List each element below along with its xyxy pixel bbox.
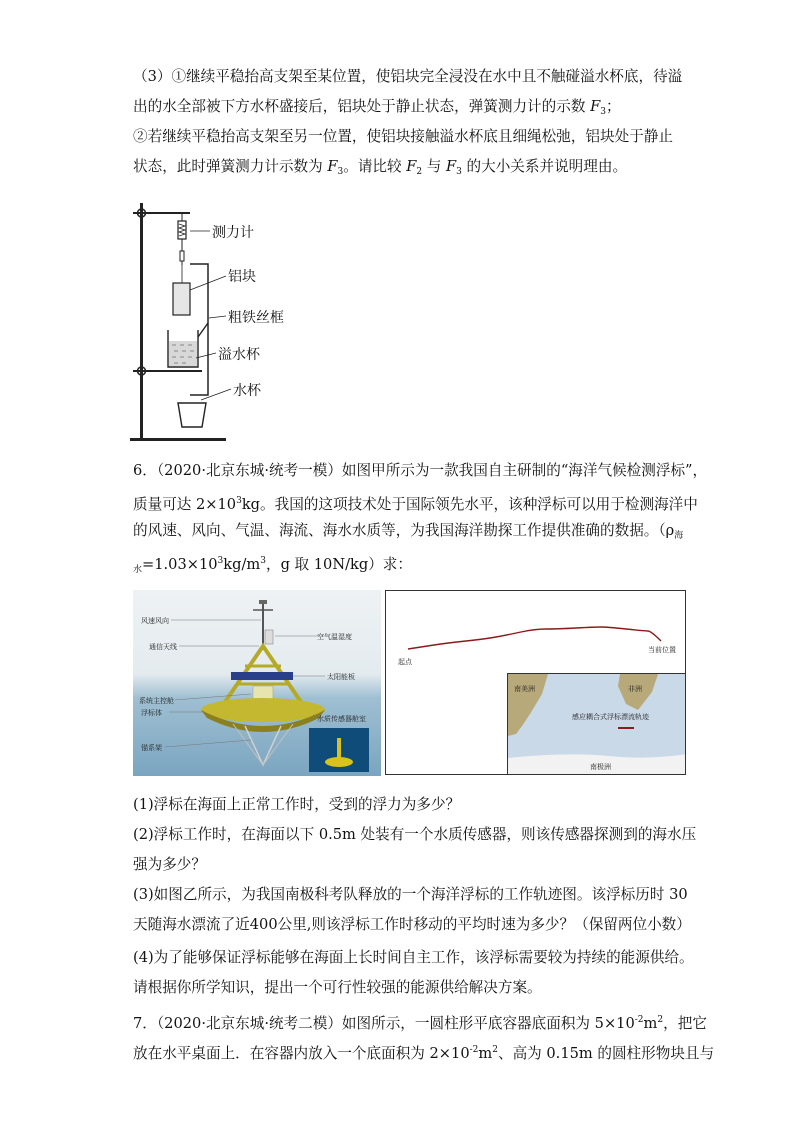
q7-line-2-c: 、高为 0.15m 的圆柱形物块且与: [497, 1045, 715, 1062]
q5-line-1: （3）①继续平稳抬高支架至某位置，使铝块完全浸没在水中且不触碰溢水杯底，待溢: [133, 68, 683, 85]
subscript: 2: [416, 167, 423, 177]
label-gauge: 测力计: [212, 225, 254, 241]
label-leaders: [0, 0, 794, 460]
superscript: 2: [657, 1015, 664, 1025]
inset-map: [507, 673, 686, 775]
photo-label-solar: 太阳能板: [327, 673, 355, 681]
map-label-antarctica: 南极洲: [590, 763, 611, 771]
subscript: 3: [600, 107, 606, 117]
superscript: 3: [236, 496, 242, 506]
photo-label-control: 系统主控舱: [139, 697, 174, 705]
q7-line-1: [133, 1010, 707, 1034]
q6-line-2: [133, 491, 698, 515]
superscript: -2: [634, 1015, 644, 1025]
q5-line-4-text-d: 的大小关系并说明理由。: [461, 158, 628, 175]
q6-line-4: [133, 551, 412, 580]
photo-label-sensor: 水质传感器舱室: [317, 715, 366, 723]
q6-line-3-text: 的风速、风向、气温、海流、海水水质等，为我国海洋勘探工作提供准确的数据。（ρ: [133, 522, 675, 539]
buoy-illustration: [133, 590, 381, 776]
map-label-track: 感应耦合式浮标漂流轨迹: [572, 713, 649, 721]
subscript-sea: 海: [674, 531, 684, 541]
photo-label-body: 浮标体: [141, 709, 162, 717]
q6-sub-2b: 强为多少？: [133, 856, 206, 873]
photo-label-wind: 风速风向: [141, 617, 169, 625]
photo-label-anchor: 锚系架: [141, 744, 162, 752]
q7-line-2: [133, 1040, 714, 1064]
q5-line-4-text-c: 与: [422, 158, 446, 175]
q7-line-2-b: m: [478, 1045, 493, 1062]
q6-sub-2a: (2)浮标工作时，在海面以下 0.5m 处装有一个水质传感器，则该传感器探测到的海水压: [133, 826, 697, 843]
drift-track-map: [385, 590, 686, 775]
q5-line-3: ②若继续平稳抬高支架至另一位置，使铝块接触溢水杯底且细绳松弛，铝块处于静止: [133, 128, 673, 145]
q6-line-2-b: kg。我国的这项技术处于国际领先水平，该种浮标可以用于检测海洋中: [241, 496, 698, 513]
q6-sub-4b: 请根据你所学知识，提出一个可行性较强的能源供给解决方案。: [133, 979, 542, 996]
var-f: F: [590, 98, 601, 115]
superscript: 2: [492, 1045, 498, 1055]
punct: ；: [605, 98, 621, 115]
photo-label-antenna: 通信天线: [149, 643, 177, 651]
q6-line-3: [133, 521, 683, 546]
map-label-start: 起点: [398, 658, 412, 666]
map-label-current: 当前位置: [648, 646, 676, 654]
map-label-south-america: 南美洲: [514, 685, 535, 693]
superscript: 3: [260, 556, 266, 566]
subscript: 3: [337, 167, 344, 177]
buoy-photo: [133, 590, 381, 776]
q7-line-1-b: m: [643, 1015, 658, 1032]
photo-label-humidity: 空气温湿度: [317, 633, 352, 641]
q5-line-4-text-a: 状态，此时弹簧测力计示数为: [133, 158, 328, 175]
q6-line-2-a: 质量可达 2×10: [133, 496, 237, 513]
q6-line-1: 6．（2020·北京东城·统考一模）如图甲所示为一款我国自主研制的“海洋气候检测浮标”，: [133, 462, 708, 479]
q6-sub-3b: 天随海水漂流了近400公里,则该浮标工作时移动的平均时速为多少？（保留两位小数）: [133, 916, 691, 933]
var-f: F: [446, 158, 457, 175]
subscript-water: 水: [133, 565, 143, 575]
subscript: 3: [456, 167, 462, 177]
q6-sub-4a: (4)为了能够保证浮标能够在海面上长时间自主工作，该浮标需要较为持续的能源供给。: [133, 949, 694, 966]
q6-line-4-b: kg/m: [223, 556, 261, 573]
q6-line-4-c: ，g 取 10N/kg）求：: [265, 556, 412, 573]
label-block: 铝块: [228, 269, 256, 285]
q6-sub-3a: (3)如图乙所示，为我国南极科考队释放的一个海洋浮标的工作轨迹图。该浮标历时 30: [133, 886, 688, 903]
var-f: F: [327, 158, 338, 175]
q6-sub-1: (1)浮标在海面上正常工作时，受到的浮力为多少？: [133, 796, 461, 813]
superscript: -2: [469, 1045, 479, 1055]
label-frame: 粗铁丝框: [228, 310, 284, 326]
map-label-africa: 非洲: [628, 685, 642, 693]
superscript: 3: [217, 556, 224, 566]
q7-line-1-a: 7．（2020·北京东城·统考二模）如图所示，一圆柱形平底容器底面积为 5×10: [133, 1015, 635, 1032]
label-cup: 水杯: [233, 383, 261, 399]
var-f: F: [406, 158, 417, 175]
q5-line-2-text: 出的水全部被下方水杯盛接后，铝块处于静止状态，弹簧测力计的示数: [133, 98, 591, 115]
track-line: [386, 591, 686, 671]
label-overflow-cup: 溢水杯: [218, 347, 260, 363]
q6-line-4-a: =1.03×10: [142, 556, 218, 573]
q5-line-4-text-b: 。请比较: [343, 158, 407, 175]
q7-line-1-c: ，把它: [663, 1015, 707, 1032]
q7-line-2-a: 放在水平桌面上．在容器内放入一个底面积为 2×10: [133, 1045, 470, 1062]
